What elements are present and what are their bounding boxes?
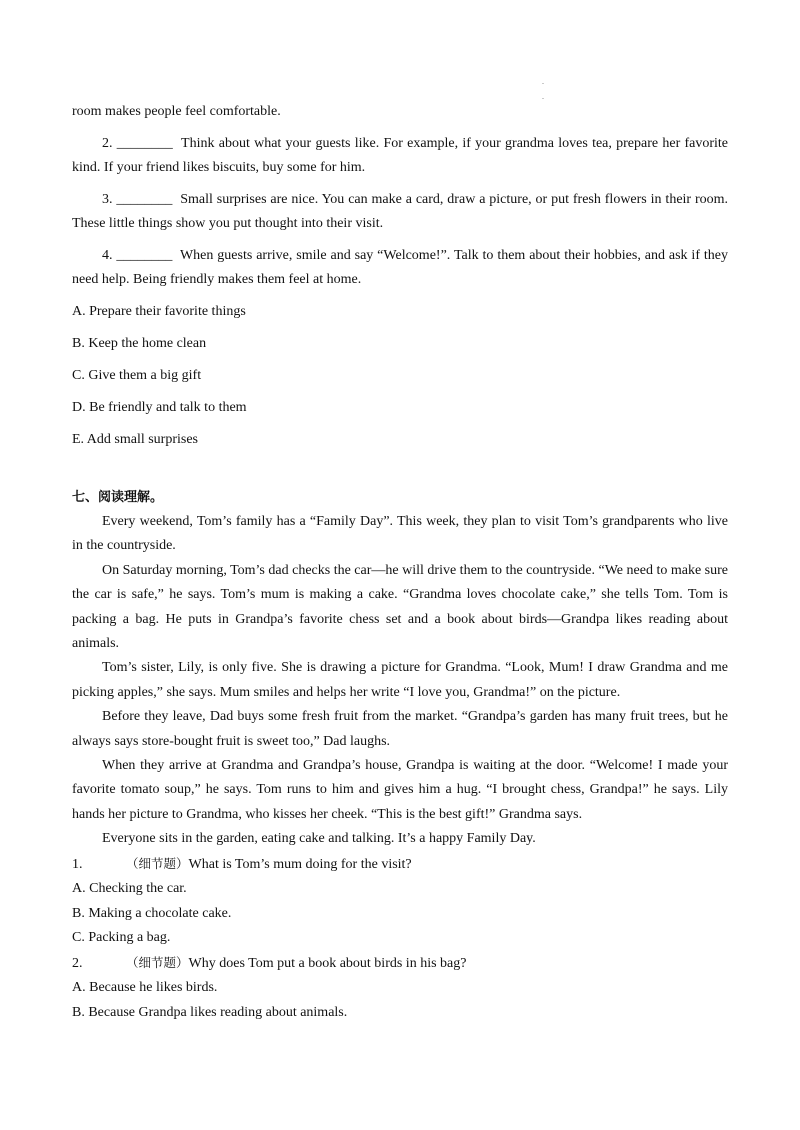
story-paragraph: On Saturday morning, Tom’s dad checks the car—he will drive them to the countryside. “We need to make sure the car is safe,” he says. Tom’s mum is making a cake. “Grandma loves chocolate cake,” she tells Tom. Tom is packing a bag. He puts in Grandpa’s favorite chess set and a book about birds—Grandpa likes reading about animals.	[72, 562, 728, 652]
item-text: Think about what your guests like. For example, if your grandma loves tea, prepare her favorite kind. If your friend likes biscuits, buy some for him.	[72, 136, 729, 175]
answer-blank: ________	[116, 192, 173, 207]
section-heading: 七、阅读理解。	[72, 490, 164, 505]
story-paragraph: Every weekend, Tom’s family has a “Family Day”. This week, they plan to visit Tom’s grandparents who live in the countryside.	[72, 514, 728, 554]
blank-item-4	[72, 244, 728, 292]
choice-option-a: A. Prepare their favorite things	[72, 304, 246, 319]
header-mark: .	[542, 77, 544, 86]
story-paragraph: When they arrive at Grandma and Grandpa’s house, Grandpa is waiting at the door. “Welcome! I made your favorite tomato soup,” he says. Tom runs to him and gives him a hug. “I brought chess, Grandpa!” he says. Lily hands her picture to Grandma, who kisses her cheek. “This is the best gift!” Grandma says.	[72, 758, 728, 822]
item-number: 4.	[102, 248, 113, 263]
blank-item-3	[72, 188, 728, 236]
item-number: 2.	[102, 136, 113, 151]
choice-option-c: C. Give them a big gift	[72, 368, 202, 383]
item-number: 3.	[102, 192, 113, 207]
question-type-tag: （细节题）	[126, 954, 189, 970]
header-mark: .	[542, 92, 544, 101]
question-1	[72, 852, 728, 878]
question-1-option-c: C. Packing a bag.	[72, 930, 171, 946]
blank-item-2	[72, 132, 728, 180]
question-number: 1.	[72, 856, 83, 872]
story-paragraph: Everyone sits in the garden, eating cake and talking. It’s a happy Family Day.	[102, 831, 536, 847]
question-number: 2.	[72, 955, 83, 971]
question-1-option-b: B. Making a chocolate cake.	[72, 905, 232, 921]
item-text: When guests arrive, smile and say “Welcome!”. Talk to them about their hobbies, and ask if they need help. Being friendly makes them feel at home.	[72, 248, 728, 287]
reading-passage	[72, 510, 728, 852]
passage-intro-tail: room makes people feel comfortable.	[72, 104, 281, 119]
choice-option-d: D. Be friendly and talk to them	[72, 400, 247, 415]
choice-option-e: E. Add small surprises	[72, 432, 198, 447]
answer-blank: ________	[116, 136, 173, 151]
page-content	[72, 100, 728, 1025]
question-2-option-a: A. Because he likes birds.	[72, 980, 218, 996]
question-1-option-a: A. Checking the car.	[72, 881, 187, 897]
story-paragraph: Tom’s sister, Lily, is only five. She is drawing a picture for Grandma. “Look, Mum! I draw Grandma and me picking apples,” she says. Mum smiles and helps her write “I love you, Grandma!” on the picture.	[72, 660, 728, 700]
answer-blank: ________	[116, 248, 173, 263]
question-2-option-b: B. Because Grandpa likes reading about animals.	[72, 1004, 348, 1020]
question-type-tag: （细节题）	[126, 855, 189, 871]
story-paragraph: Before they leave, Dad buys some fresh fruit from the market. “Grandpa’s garden has many fruit trees, but he always says store-bought fruit is sweet too,” Dad laughs.	[72, 709, 728, 749]
question-text: What is Tom’s mum doing for the visit?	[188, 856, 412, 872]
choice-option-b: B. Keep the home clean	[72, 336, 207, 351]
item-text: Small surprises are nice. You can make a card, draw a picture, or put fresh flowers in their room. These little things show you put thought into their visit.	[72, 192, 729, 231]
question-2	[72, 951, 728, 977]
question-text: Why does Tom put a book about birds in his bag?	[188, 955, 467, 971]
